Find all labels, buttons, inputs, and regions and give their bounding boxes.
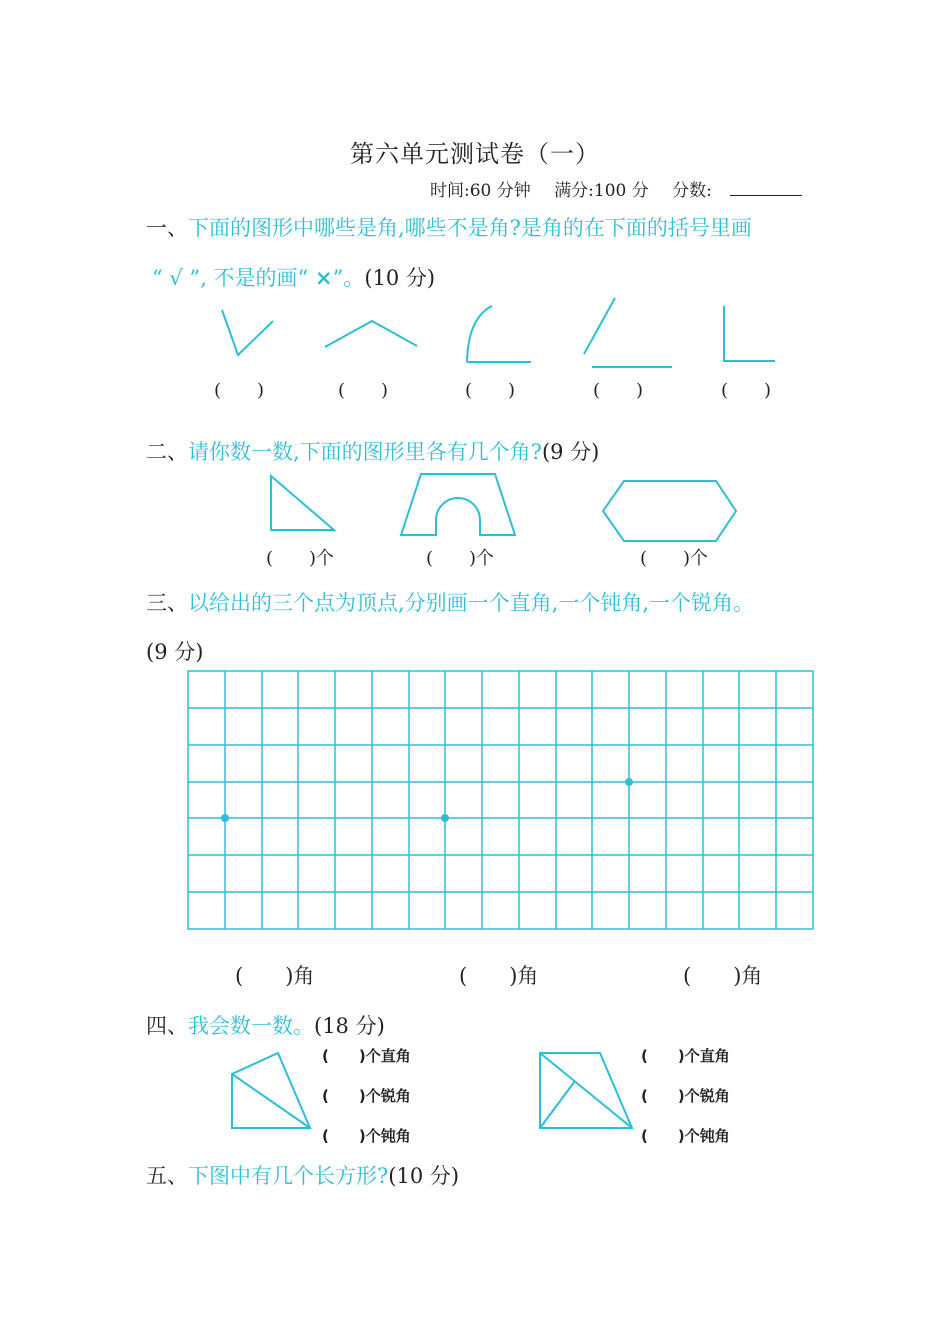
q2-answer-3[interactable]: ( )个	[640, 548, 709, 569]
q2-answer-2[interactable]: ( )个	[426, 548, 495, 569]
q1-text-line2b: ”。	[332, 266, 365, 290]
q4-left-answer-obtuse[interactable]: ( )个钝角	[322, 1127, 411, 1145]
q4-shape-left-quadrilateral	[232, 1053, 310, 1128]
q1-text-line1: 下面的图形中哪些是角,哪些不是角?是角的在下面的括号里画	[188, 216, 752, 240]
q4-right-answer-acute[interactable]: ( )个锐角	[641, 1087, 730, 1105]
q4-right-answer-obtuse[interactable]: ( )个钝角	[641, 1127, 730, 1145]
q1-shape-right-angle	[724, 306, 775, 361]
q1-shape-angle-v	[222, 310, 273, 355]
q1-shape-angle-wide	[325, 321, 417, 347]
q2-shape-arch	[401, 474, 515, 535]
q3-answer-2[interactable]: ( )角	[459, 964, 539, 988]
q5-text: 下图中有几个长方形?	[188, 1164, 389, 1188]
q2-shape-hexagon	[603, 481, 736, 541]
q3-vertex-point-2	[441, 814, 449, 822]
q3-answer-1[interactable]: ( )角	[235, 964, 315, 988]
q5-points: (10 分)	[388, 1164, 460, 1188]
q1-answer-2[interactable]: ( )	[338, 380, 389, 401]
q1-answer-4[interactable]: ( )	[593, 380, 644, 401]
q3-number: 三、	[146, 591, 188, 615]
q3-grid	[188, 671, 813, 929]
q2-answer-1[interactable]: ( )个	[266, 548, 335, 569]
q2-points: (9 分)	[541, 440, 600, 464]
page-title: 第六单元测试卷（一）	[350, 140, 600, 168]
q4-text: 我会数一数。	[188, 1014, 314, 1038]
time-limit: 时间:60 分钟	[430, 181, 531, 201]
q2-shape-triangle	[271, 476, 334, 530]
q1-shape-curve-not-angle	[467, 306, 531, 362]
q1-number: 一、	[146, 216, 188, 240]
q3-text: 以给出的三个点为顶点,分别画一个直角,一个钝角,一个锐角。	[188, 591, 755, 615]
q1-answer-5[interactable]: ( )	[721, 380, 772, 401]
q2-number: 二、	[146, 440, 188, 464]
q5-number: 五、	[146, 1164, 188, 1188]
q4-left-answer-acute[interactable]: ( )个锐角	[322, 1087, 411, 1105]
q3-points: (9 分)	[146, 640, 204, 664]
full-score: 满分:100 分	[554, 181, 649, 201]
q4-right-answer-right-angle[interactable]: ( )个直角	[641, 1047, 730, 1065]
q1-answer-1[interactable]: ( )	[214, 380, 265, 401]
q3-vertex-point-1	[221, 814, 229, 822]
q1-shape-gap-not-angle	[584, 298, 672, 367]
q4-left-answer-right-angle[interactable]: ( )个直角	[322, 1047, 411, 1065]
q3-vertex-point-3	[625, 778, 633, 786]
q4-shape-right-trapezoid	[540, 1053, 632, 1128]
q2-text: 请你数一数,下面的图形里各有几个角?	[188, 440, 542, 464]
q4-points: (18 分)	[314, 1014, 385, 1038]
q4-number: 四、	[146, 1014, 188, 1038]
q3-answer-3[interactable]: ( )角	[683, 964, 763, 988]
q1-points: (10 分)	[364, 266, 436, 290]
q1-answer-3[interactable]: ( )	[465, 380, 516, 401]
q1-text-line2a: “ √ ”, 不是的画“	[152, 266, 315, 290]
score-label: 分数:	[672, 181, 712, 201]
cross-mark-icon: ×	[314, 266, 333, 290]
